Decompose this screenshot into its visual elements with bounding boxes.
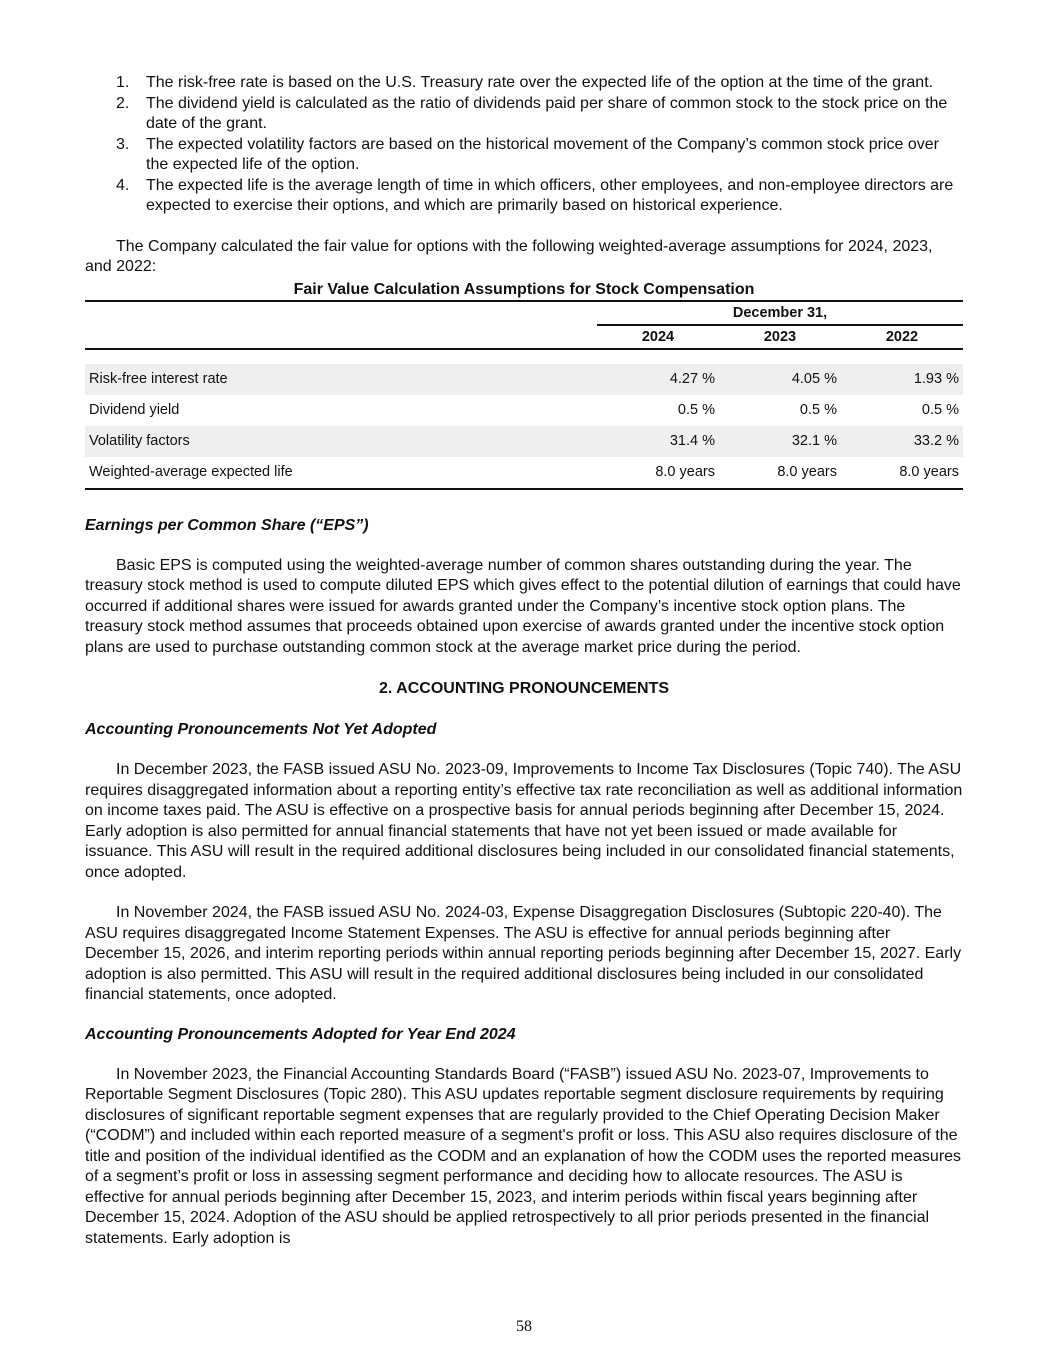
- cell-value: 0.5 %: [799, 401, 837, 418]
- note-text: The expected life is the average length of time in which officers, other employees, and non-employee directors are expected to exercise their options, and which are primarily based on historical experience.: [146, 176, 954, 214]
- cell-value: 4.05 %: [719, 364, 841, 395]
- note-item: [85, 176, 963, 217]
- table-title: Fair Value Calculation Assumptions for Stock Compensation: [293, 280, 755, 298]
- page-number: 58: [516, 1318, 532, 1335]
- cell-value: 31.4 %: [597, 426, 719, 457]
- table-intro-paragraph: The Company calculated the fair value for options with the following weighted-average assumptions for 2024, 2023, and 2022:: [85, 237, 933, 275]
- not-yet-adopted-heading: Accounting Pronouncements Not Yet Adopted: [85, 721, 437, 738]
- cell-value: 8.0 years: [899, 463, 959, 480]
- cell-value: 4.27 %: [597, 364, 719, 395]
- asu-2023-07-paragraph: In November 2023, the Financial Accounting Standards Board (“FASB”) issued ASU No. 2023-07, Improvements to Reportable Segment Disclosures (Topic 280). This ASU updates reportable segment disclosure requirements by requiring disclosures of significant reportable segment expenses that are regularly provided to the Chief Operating Decision Maker (“CODM”) and included within each reported measure of a segment's profit or loss. This ASU also requires disclosure of the title and position of the individual identified as the CODM and an explanation of how the CODM uses the reported measures of a segment’s profit or loss in assessing segment performance and deciding how to allocate resources. The ASU is effective for annual periods beginning after December 15, 2023, and interim periods within fiscal years beginning after December 15, 2024. Adoption of the ASU should be applied retrospectively to all prior periods presented in the financial statements. Early adoption is: [85, 1065, 962, 1247]
- column-header-2023: 2023: [719, 325, 841, 349]
- row-label: Risk-free interest rate: [85, 364, 597, 395]
- asu-2024-03-paragraph: In November 2024, the FASB issued ASU No. 2024-03, Expense Disaggregation Disclosures (Subtopic 220-40). The ASU requires disaggregated Income Statement Expenses. The ASU is effective for annual periods beginning after December 15, 2026, and interim reporting periods within annual reporting periods beginning after December 15, 2027. Early adoption is also permitted. This ASU will result in the required additional disclosures being included in our consolidated financial statements, once adopted.: [85, 904, 962, 1003]
- adopted-heading: Accounting Pronouncements Adopted for Year End 2024: [85, 1025, 516, 1043]
- group-header-december-31: December 31,: [597, 301, 963, 325]
- note-item: [85, 94, 963, 135]
- cell-value: 0.5 %: [921, 401, 959, 418]
- row-label: Weighted-average expected life: [89, 463, 293, 480]
- note-item: [85, 73, 963, 94]
- fair-value-assumptions-table: [85, 300, 963, 490]
- note-number: 3.: [116, 135, 130, 153]
- table-bottom-rule: [85, 489, 963, 490]
- note-item: [85, 135, 963, 176]
- column-header-2022: 2022: [841, 325, 963, 349]
- eps-paragraph: Basic EPS is computed using the weighted-average number of common shares outstanding during the year. The treasury stock method is used to compute diluted EPS which gives effect to the potential dilution of earnings that could have occurred if additional shares were issued for awards granted under the Company’s incentive stock option plans. The treasury stock method assumes that proceeds obtained upon exercise of awards granted under the incentive stock option plans are used to purchase outstanding common stock at the average market price during the period.: [85, 556, 961, 656]
- cell-value: 32.1 %: [719, 426, 841, 457]
- cell-value: 0.5 %: [677, 401, 715, 418]
- note-number: 1.: [116, 74, 130, 91]
- table-row: [85, 426, 963, 457]
- table-row: [85, 457, 963, 489]
- note-text: The risk-free rate is based on the U.S. Treasury rate over the expected life of the option at the time of the grant.: [146, 74, 934, 91]
- assumption-notes-list: [85, 73, 963, 217]
- note-text: The expected volatility factors are based on the historical movement of the Company’s common stock price over the expected life of the option.: [146, 135, 939, 173]
- table-header-row: [85, 301, 963, 325]
- note-text: The dividend yield is calculated as the ratio of dividends paid per share of common stock to the stock price on the date of the grant.: [146, 94, 948, 132]
- row-label: Dividend yield: [89, 401, 180, 418]
- note-number: 4.: [116, 176, 130, 194]
- column-header-2024: 2024: [597, 325, 719, 349]
- cell-value: 1.93 %: [841, 364, 963, 395]
- asu-2023-09-paragraph: In December 2023, the FASB issued ASU No. 2023-09, Improvements to Income Tax Disclosures (Topic 740). The ASU requires disaggregated information about a reporting entity’s effective tax rate reconciliation as well as additional information on income taxes paid. The ASU is effective on a prospective basis for annual periods beginning after December 15, 2024. Early adoption is also permitted for annual financial statements that have not yet been issued or made available for issuance. This ASU will result in the required additional disclosures being included in our consolidated financial statements, once adopted.: [85, 761, 963, 881]
- row-label: Volatility factors: [85, 426, 597, 457]
- table-row: [85, 364, 963, 395]
- note-number: 2.: [116, 94, 130, 112]
- cell-value: 8.0 years: [777, 463, 837, 480]
- section-heading-accounting-pronouncements: 2. ACCOUNTING PRONOUNCEMENTS: [378, 680, 670, 697]
- table-row: [85, 395, 963, 426]
- cell-value: 33.2 %: [841, 426, 963, 457]
- cell-value: 8.0 years: [655, 463, 715, 480]
- document-page: [85, 73, 963, 1249]
- table-year-header-row: [85, 325, 963, 349]
- eps-heading: Earnings per Common Share (“EPS”): [85, 516, 369, 534]
